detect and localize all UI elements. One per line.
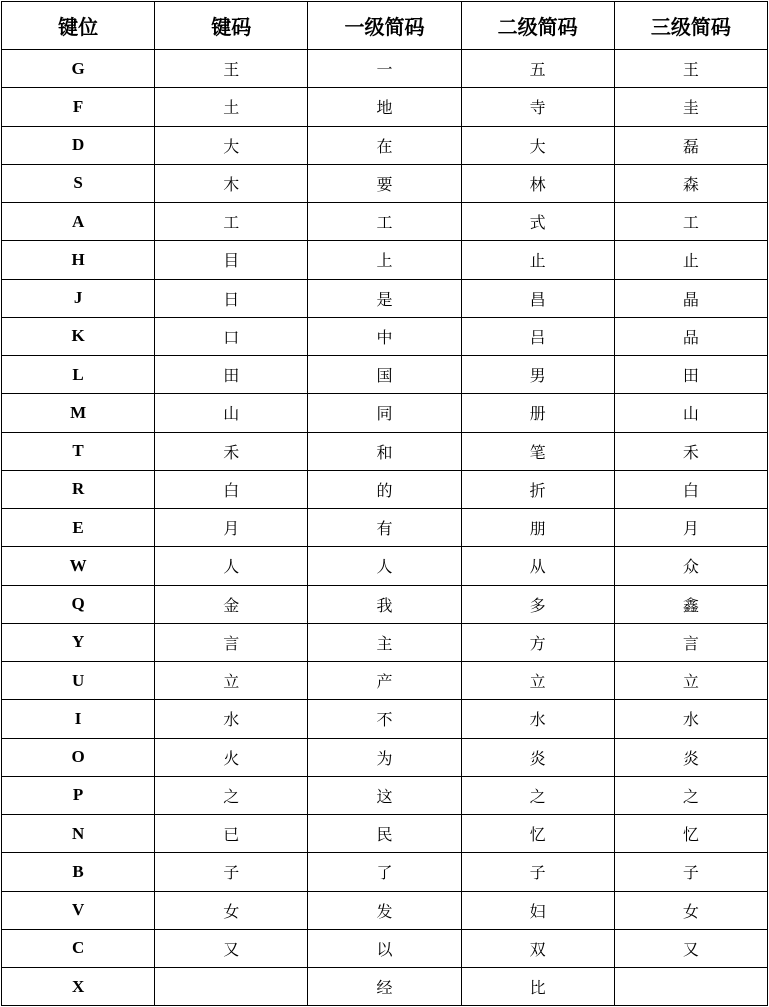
cell-key-code: 目 xyxy=(155,241,308,279)
cell-key-position: Q xyxy=(2,585,155,623)
table-row xyxy=(2,164,768,202)
table-row xyxy=(2,891,768,929)
cell-level3-code: 言 xyxy=(614,623,767,661)
cell-level2-code: 止 xyxy=(461,241,614,279)
cell-key-code: 王 xyxy=(155,50,308,88)
cell-level1-code: 产 xyxy=(308,662,461,700)
cell-level1-code: 中 xyxy=(308,317,461,355)
cell-level1-code: 不 xyxy=(308,700,461,738)
table-row xyxy=(2,317,768,355)
table-row xyxy=(2,547,768,585)
table-row xyxy=(2,509,768,547)
cell-key-position: P xyxy=(2,776,155,814)
cell-key-position: C xyxy=(2,929,155,967)
cell-level1-code: 的 xyxy=(308,470,461,508)
table-row xyxy=(2,88,768,126)
cell-level3-code: 又 xyxy=(614,929,767,967)
cell-key-position: O xyxy=(2,738,155,776)
cell-level1-code: 了 xyxy=(308,853,461,891)
table-row xyxy=(2,815,768,853)
cell-level3-code: 水 xyxy=(614,700,767,738)
cell-level2-code: 炎 xyxy=(461,738,614,776)
cell-level3-code: 之 xyxy=(614,776,767,814)
table-row xyxy=(2,929,768,967)
cell-level3-code: 炎 xyxy=(614,738,767,776)
table-row xyxy=(2,50,768,88)
cell-key-code: 金 xyxy=(155,585,308,623)
cell-key-position: I xyxy=(2,700,155,738)
table-row xyxy=(2,470,768,508)
cell-level1-code: 我 xyxy=(308,585,461,623)
cell-level3-code: 王 xyxy=(614,50,767,88)
cell-level3-code: 禾 xyxy=(614,432,767,470)
cell-key-position: F xyxy=(2,88,155,126)
cell-level2-code: 子 xyxy=(461,853,614,891)
cell-level1-code: 一 xyxy=(308,50,461,88)
table-row xyxy=(2,968,768,1006)
cell-key-code: 女 xyxy=(155,891,308,929)
cell-level1-code: 上 xyxy=(308,241,461,279)
cell-key-position: K xyxy=(2,317,155,355)
table-row xyxy=(2,279,768,317)
cell-level1-code: 国 xyxy=(308,356,461,394)
cell-key-position: G xyxy=(2,50,155,88)
cell-key-code: 山 xyxy=(155,394,308,432)
cell-key-code: 田 xyxy=(155,356,308,394)
cell-level2-code: 双 xyxy=(461,929,614,967)
cell-level1-code: 是 xyxy=(308,279,461,317)
cell-key-code: 子 xyxy=(155,853,308,891)
cell-key-position: J xyxy=(2,279,155,317)
cell-level1-code: 为 xyxy=(308,738,461,776)
cell-level2-code: 比 xyxy=(461,968,614,1006)
wubi-key-table xyxy=(1,1,768,1006)
table-body xyxy=(2,50,768,1006)
table-header xyxy=(2,2,768,50)
cell-level3-code: 子 xyxy=(614,853,767,891)
cell-level1-code: 在 xyxy=(308,126,461,164)
cell-key-position: A xyxy=(2,203,155,241)
cell-level2-code: 笔 xyxy=(461,432,614,470)
cell-key-position: S xyxy=(2,164,155,202)
cell-key-code: 木 xyxy=(155,164,308,202)
cell-level2-code: 寺 xyxy=(461,88,614,126)
cell-key-code: 口 xyxy=(155,317,308,355)
cell-level1-code: 同 xyxy=(308,394,461,432)
cell-level1-code: 有 xyxy=(308,509,461,547)
header-level2-code: 二级简码 xyxy=(461,2,614,50)
cell-level3-code: 晶 xyxy=(614,279,767,317)
cell-key-code: 火 xyxy=(155,738,308,776)
cell-key-code: 月 xyxy=(155,509,308,547)
cell-key-position: B xyxy=(2,853,155,891)
cell-key-code: 白 xyxy=(155,470,308,508)
cell-level1-code: 主 xyxy=(308,623,461,661)
table-row xyxy=(2,700,768,738)
cell-level1-code: 要 xyxy=(308,164,461,202)
cell-key-position: U xyxy=(2,662,155,700)
header-level1-code: 一级简码 xyxy=(308,2,461,50)
cell-level1-code: 人 xyxy=(308,547,461,585)
cell-level2-code: 册 xyxy=(461,394,614,432)
cell-key-code: 言 xyxy=(155,623,308,661)
cell-key-position: Y xyxy=(2,623,155,661)
cell-level2-code: 大 xyxy=(461,126,614,164)
cell-level3-code: 白 xyxy=(614,470,767,508)
cell-key-code: 又 xyxy=(155,929,308,967)
cell-level2-code: 朋 xyxy=(461,509,614,547)
table-row xyxy=(2,623,768,661)
cell-level3-code: 山 xyxy=(614,394,767,432)
table-row xyxy=(2,853,768,891)
cell-key-position: X xyxy=(2,968,155,1006)
cell-level2-code: 忆 xyxy=(461,815,614,853)
table-row xyxy=(2,585,768,623)
cell-key-position: E xyxy=(2,509,155,547)
cell-level3-code: 磊 xyxy=(614,126,767,164)
cell-key-position: V xyxy=(2,891,155,929)
cell-level3-code: 止 xyxy=(614,241,767,279)
cell-level1-code: 发 xyxy=(308,891,461,929)
cell-level1-code: 这 xyxy=(308,776,461,814)
cell-level2-code: 之 xyxy=(461,776,614,814)
cell-key-position: N xyxy=(2,815,155,853)
cell-level1-code: 民 xyxy=(308,815,461,853)
cell-key-position: D xyxy=(2,126,155,164)
cell-level3-code: 月 xyxy=(614,509,767,547)
cell-key-code xyxy=(155,968,308,1006)
table-row xyxy=(2,662,768,700)
table-row xyxy=(2,738,768,776)
table-row xyxy=(2,241,768,279)
cell-level2-code: 妇 xyxy=(461,891,614,929)
cell-level2-code: 多 xyxy=(461,585,614,623)
cell-key-code: 立 xyxy=(155,662,308,700)
cell-key-code: 禾 xyxy=(155,432,308,470)
header-key-position: 键位 xyxy=(2,2,155,50)
cell-level2-code: 立 xyxy=(461,662,614,700)
header-key-code: 键码 xyxy=(155,2,308,50)
cell-key-code: 工 xyxy=(155,203,308,241)
cell-level2-code: 五 xyxy=(461,50,614,88)
table-row xyxy=(2,394,768,432)
table-row xyxy=(2,126,768,164)
cell-key-code: 已 xyxy=(155,815,308,853)
cell-key-position: H xyxy=(2,241,155,279)
cell-level2-code: 林 xyxy=(461,164,614,202)
cell-key-code: 日 xyxy=(155,279,308,317)
cell-key-position: R xyxy=(2,470,155,508)
header-row xyxy=(2,2,768,50)
cell-level3-code: 森 xyxy=(614,164,767,202)
table-row xyxy=(2,432,768,470)
cell-level2-code: 折 xyxy=(461,470,614,508)
cell-key-position: L xyxy=(2,356,155,394)
cell-level2-code: 方 xyxy=(461,623,614,661)
cell-key-code: 大 xyxy=(155,126,308,164)
cell-key-code: 水 xyxy=(155,700,308,738)
cell-key-position: T xyxy=(2,432,155,470)
cell-key-code: 土 xyxy=(155,88,308,126)
cell-level3-code: 田 xyxy=(614,356,767,394)
cell-level2-code: 吕 xyxy=(461,317,614,355)
cell-level1-code: 经 xyxy=(308,968,461,1006)
table-row xyxy=(2,203,768,241)
cell-level3-code: 女 xyxy=(614,891,767,929)
cell-level1-code: 工 xyxy=(308,203,461,241)
cell-level2-code: 从 xyxy=(461,547,614,585)
cell-level3-code: 圭 xyxy=(614,88,767,126)
cell-level2-code: 式 xyxy=(461,203,614,241)
table-row xyxy=(2,356,768,394)
cell-level3-code: 鑫 xyxy=(614,585,767,623)
header-level3-code: 三级简码 xyxy=(614,2,767,50)
table-row xyxy=(2,776,768,814)
cell-level3-code xyxy=(614,968,767,1006)
cell-level3-code: 工 xyxy=(614,203,767,241)
cell-level3-code: 立 xyxy=(614,662,767,700)
cell-key-code: 人 xyxy=(155,547,308,585)
cell-level3-code: 品 xyxy=(614,317,767,355)
cell-level2-code: 昌 xyxy=(461,279,614,317)
cell-level1-code: 和 xyxy=(308,432,461,470)
cell-level1-code: 以 xyxy=(308,929,461,967)
cell-level2-code: 水 xyxy=(461,700,614,738)
cell-level3-code: 忆 xyxy=(614,815,767,853)
cell-level2-code: 男 xyxy=(461,356,614,394)
cell-key-code: 之 xyxy=(155,776,308,814)
cell-level3-code: 众 xyxy=(614,547,767,585)
cell-key-position: M xyxy=(2,394,155,432)
cell-key-position: W xyxy=(2,547,155,585)
cell-level1-code: 地 xyxy=(308,88,461,126)
